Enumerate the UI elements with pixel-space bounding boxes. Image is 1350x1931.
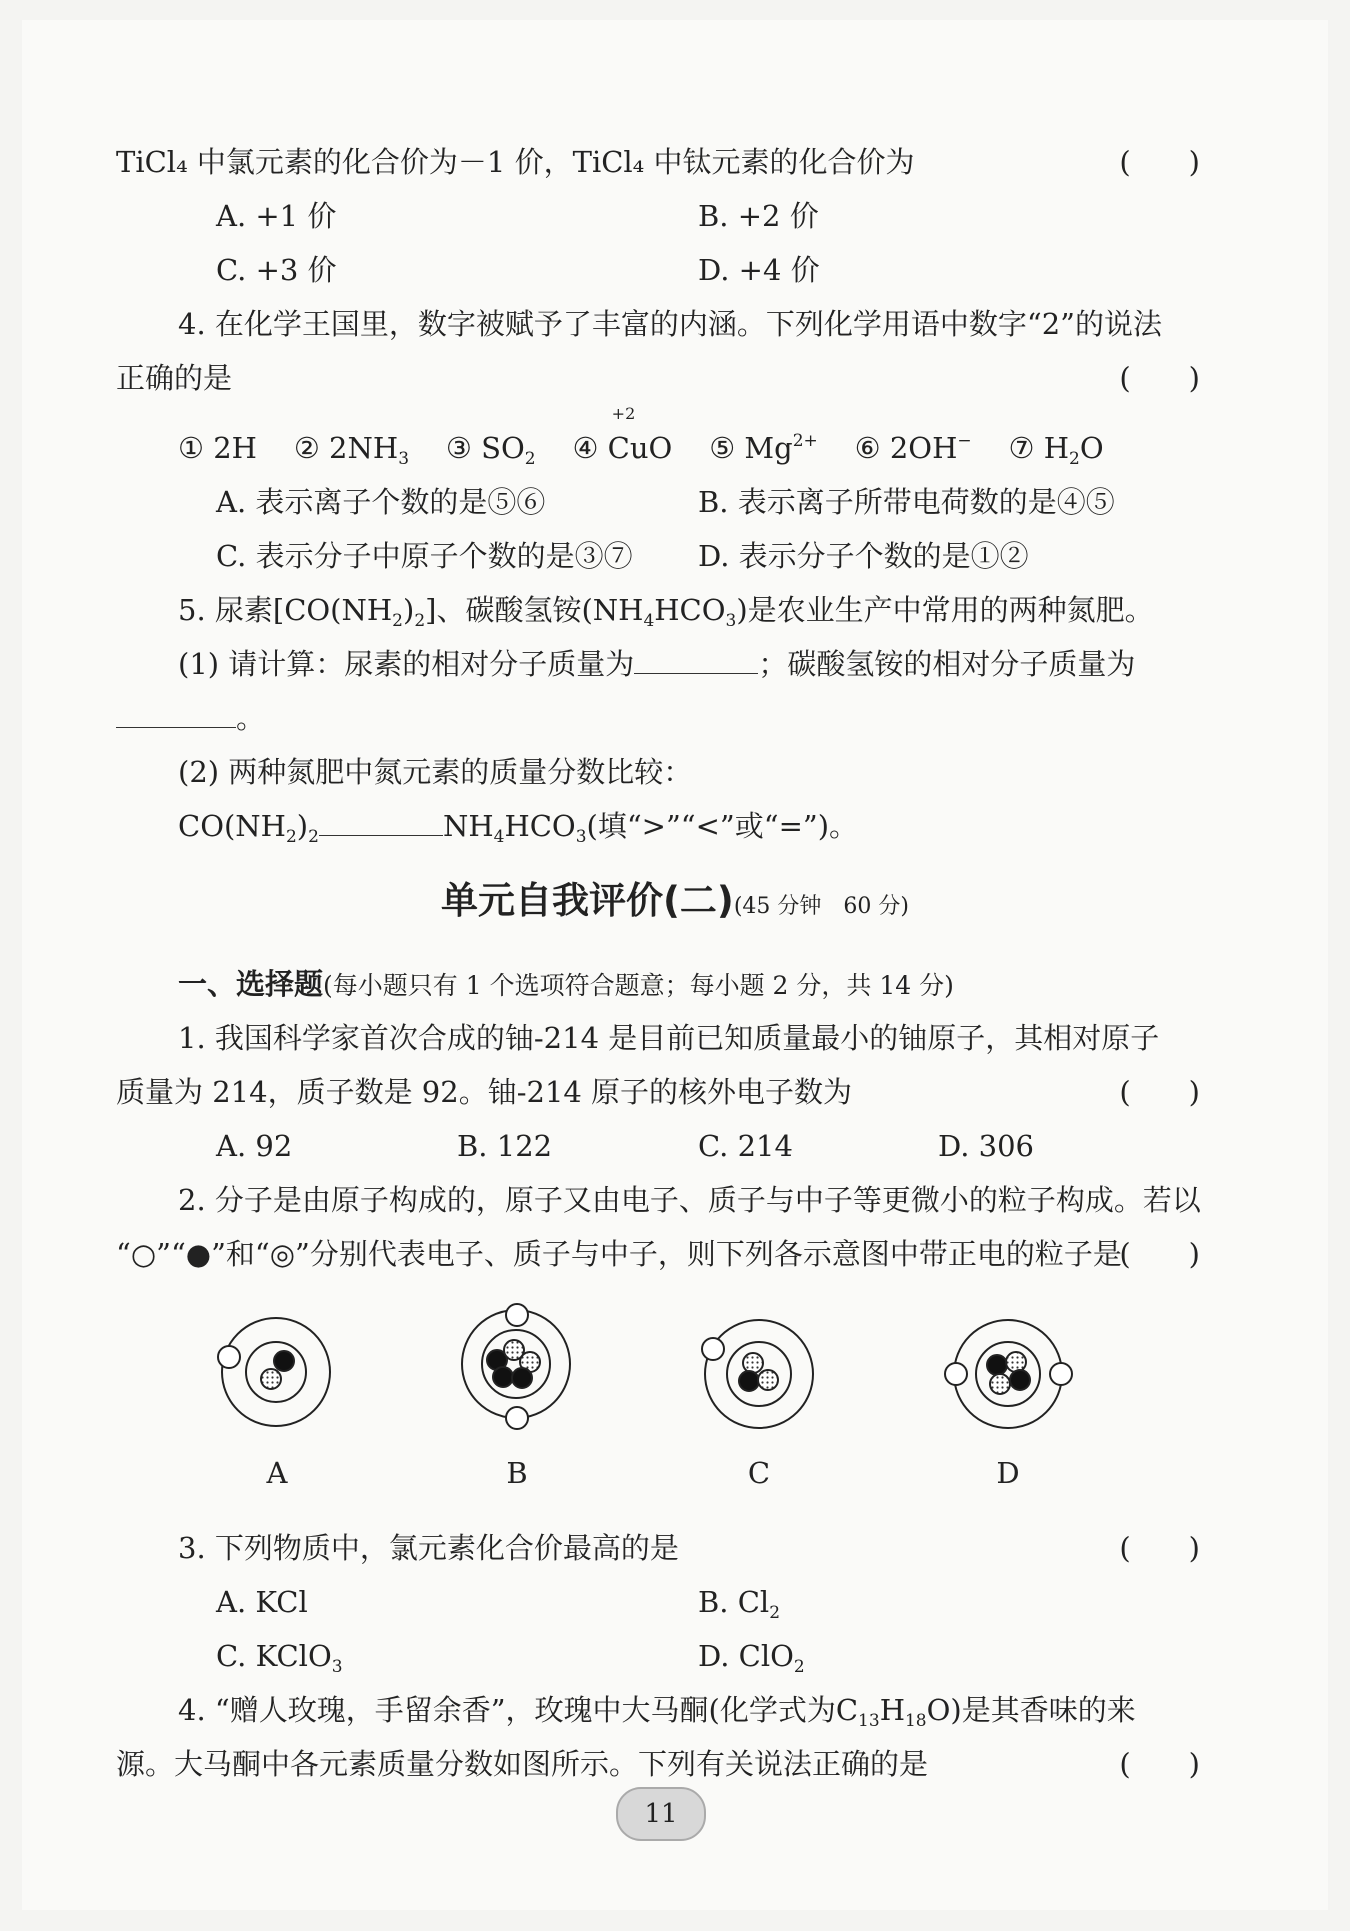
s1-stem-line2: 质量为 214，质子数是 92。铀-214 原子的核外电子数为 (116, 1075, 853, 1109)
diagram-label-c: C (747, 1456, 771, 1490)
answer-paren: ( ) (1119, 1075, 1200, 1109)
s1-option-d: D. 306 (938, 1129, 1035, 1163)
part1-heading: 一、选择题(每小题只有 1 个选项符合题意；每小题 2 分，共 14 分) (178, 967, 954, 1001)
q5-part1-cont: 。 (116, 698, 265, 738)
blank-compare[interactable] (319, 807, 443, 836)
s4-stem-line1: 4. “赠人玫瑰，手留余香”，玫瑰中大马酮(化学式为$C_{13}H_{18}O$)是其香味的来 (178, 1693, 1136, 1731)
answer-paren: ( ) (1119, 1531, 1200, 1565)
blank-nh4hco3-mass[interactable] (116, 699, 236, 728)
atom-diagram-d[interactable] (945, 1320, 1072, 1428)
q3-option-d: D. +4 价 (698, 253, 820, 287)
q4-option-c: C. 表示分子中原子个数的是③⑦ (216, 539, 633, 573)
diagram-label-b: B (506, 1456, 528, 1490)
q4-stem-line1: 4. 在化学王国里，数字被赋予了丰富的内涵。下列化学用语中数字“2”的说法 (178, 307, 1162, 341)
s1-stem-line1: 1. 我国科学家首次合成的铀-214 是目前已知质量最小的铀原子，其相对原子 (178, 1021, 1160, 1055)
q4-option-d: D. 表示分子个数的是①② (698, 539, 1029, 573)
q3-option-b: B. +2 价 (698, 199, 819, 233)
q4-option-b: B. 表示离子所带电荷数的是④⑤ (698, 485, 1115, 519)
s1-option-c: C. 214 (698, 1129, 793, 1163)
q4-stem-line2: 正确的是 (116, 361, 233, 395)
answer-paren: ( ) (1119, 145, 1200, 179)
page-number: 11 (616, 1787, 706, 1841)
q5-part2-compare: $CO(NH_2)_2$ $NH_4HCO_3$(填“>”“<”或“=”)。 (178, 809, 859, 847)
q5-part2: (2) 两种氮肥中氮元素的质量分数比较： (178, 755, 693, 789)
s3-option-b: B. $Cl_2$ (698, 1585, 781, 1623)
diagram-label-d: D (996, 1456, 1020, 1490)
atom-diagrams (0, 1290, 1350, 1450)
s1-option-a: A. 92 (216, 1129, 293, 1163)
blank-urea-mass[interactable] (634, 645, 758, 674)
atom-diagram-a[interactable] (218, 1318, 330, 1426)
q5-stem: 5. 尿素$[CO(NH_2)_2]$、碳酸氢铵$(NH_4HCO_3)$是农业生产中常用的两种氮肥。 (178, 593, 1154, 631)
q4-option-a: A. 表示离子个数的是⑤⑥ (216, 485, 546, 519)
q4-formula-list: ① 2H ② $2NH_3$ ③ $SO_2$ ④ +2 CuO ⑤ $Mg^{2+}$ ⑥ 2OH− ⑦ $H_2O$ (178, 404, 1104, 469)
s3-option-c: C. KClO$_3$ (216, 1639, 343, 1677)
s3-option-a: A. KCl (216, 1585, 308, 1619)
atom-diagram-b[interactable] (462, 1304, 570, 1429)
s3-option-d: D. ClO$_2$ (698, 1639, 805, 1677)
s3-stem: 3. 下列物质中，氯元素化合价最高的是 (178, 1531, 679, 1565)
section-title: 单元自我评价(二)(45 分钟 60 分) (441, 879, 909, 922)
q5-part1: (1) 请计算：尿素的相对分子质量为 ；碳酸氢铵的相对分子质量为 (178, 647, 1136, 681)
s2-stem-line1: 2. 分子是由原子构成的，原子又由电子、质子与中子等更微小的粒子构成。若以 (178, 1183, 1201, 1217)
answer-paren: ( ) (1119, 361, 1200, 395)
s1-option-b: B. 122 (457, 1129, 553, 1163)
atom-diagram-c[interactable] (702, 1320, 813, 1428)
q3-option-a: A. +1 价 (216, 199, 337, 233)
q3-stem: TiCl₄ 中氯元素的化合价为－1 价，TiCl₄ 中钛元素的化合价为 (116, 145, 915, 179)
answer-paren: ( ) (1119, 1747, 1200, 1781)
answer-paren: ( ) (1119, 1237, 1200, 1271)
q3-option-c: C. +3 价 (216, 253, 337, 287)
diagram-label-a: A (266, 1456, 288, 1490)
s4-stem-line2: 源。大马酮中各元素质量分数如图所示。下列有关说法正确的是 (116, 1747, 929, 1781)
s2-stem-line2: “○”“●”和“◎”分别代表电子、质子与中子，则下列各示意图中带正电的粒子是 (116, 1237, 1122, 1271)
